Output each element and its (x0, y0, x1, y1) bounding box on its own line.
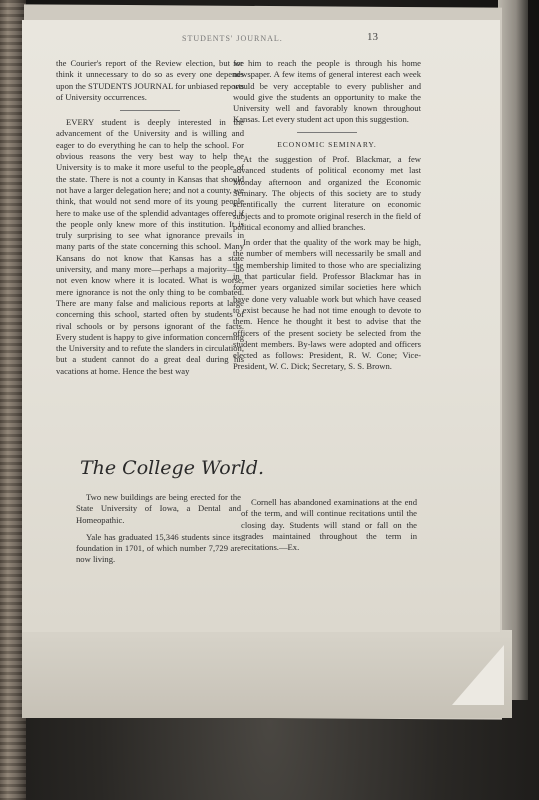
college-item: Yale has graduated 15,346 students since its foundation in 1701, of which number 7,729 are now living. (76, 531, 241, 565)
section-divider (120, 110, 180, 111)
college-world-title: The College World. (79, 457, 265, 479)
folded-corner (452, 645, 504, 705)
page-right-edge (498, 0, 528, 700)
page-header (22, 31, 500, 48)
running-head: STUDENTS' JOURNAL. (182, 34, 283, 43)
college-world-left (76, 492, 241, 572)
economic-seminary-heading: ECONOMIC SEMINARY. (277, 139, 377, 149)
college-world-right (241, 497, 417, 559)
right-continuation: for him to reach the people is through his home newspaper. A few items of general interest each week would be very acceptable to every publisher and would give the students an opportunity to make the University well and favorably known throughout Kansas. Let every student act upon this suggestion. (233, 58, 421, 125)
page-lower-margin (22, 630, 512, 718)
page-number: 13 (367, 31, 378, 43)
left-paragraph-1: the Courier's report of the Review election, but we think it unnecessary to do so as every one depends upon the STUDENTS JOURNAL for unbiased reports of University occurrences. (56, 58, 244, 102)
left-column (56, 58, 244, 384)
college-item: Cornell has abandoned examinations at the end of the term, and will continue recitations until the closing day. Students will stand or fall on the grades maintained throughout the term in recitations.—Ex. (241, 497, 417, 553)
left-paragraph-2: EVERY student is deeply interested in the advancement of the University and is willing and eager to do everything he can to help the school. For obvious reasons the very best way to help the University is to make it more useful to the people of the state. There is not a county in Kansas that should not have a larger delegation here; and not a county, we think, that would not send more of its young people here to make use of the splendid advantages offered if the people only knew more of this institution. It is truly surprising to see what ignorance prevails in many parts of the state concerning this school. Many Kansans do not know that Kansas has a state university, and many more—perhaps a majority—do not even know where it is located. What is worse, mere ignorance is not the only thing to be combated. There are many false and malicious reports at large concerning this school, started often by students of rival schools or by persons ignorant of the facts. Every student is happy to give information concerning the University and to refute the slanders in circulation, but a student cannot do a great deal during his vacations at home. Hence the best way (56, 117, 244, 376)
right-paragraph-2: In order that the quality of the work may be high, the number of members will necessarily be small and the membership limited to those who are specializing in that particular field. Professor Blackmar has in former years organized similar societies here which have done very valuable work but which have ceased to exist because he had not time enough to devote to them. Hence he thought it best to advise that the officers of the present society be selected from the student members. By-laws were adopted and officers elected as follows: President, R. W. Cone; Vice-President, W. C. Dick; Secretary, S. S. Brown. (233, 237, 421, 372)
right-divider (297, 132, 357, 133)
right-column (233, 58, 421, 377)
right-paragraph-1: At the suggestion of Prof. Blackmar, a few advanced students of political economy met last Monday afternoon and organized the Economic Seminary. The objects of this society are to study scientifically the current literature on economic subjects and to promote original reserch in the field of political economy and allied branches. (233, 154, 421, 232)
college-item: Two new buildings are being erected for the State University of Iowa, a Dental and Homeopathic. (76, 492, 241, 525)
journal-page (22, 20, 500, 632)
